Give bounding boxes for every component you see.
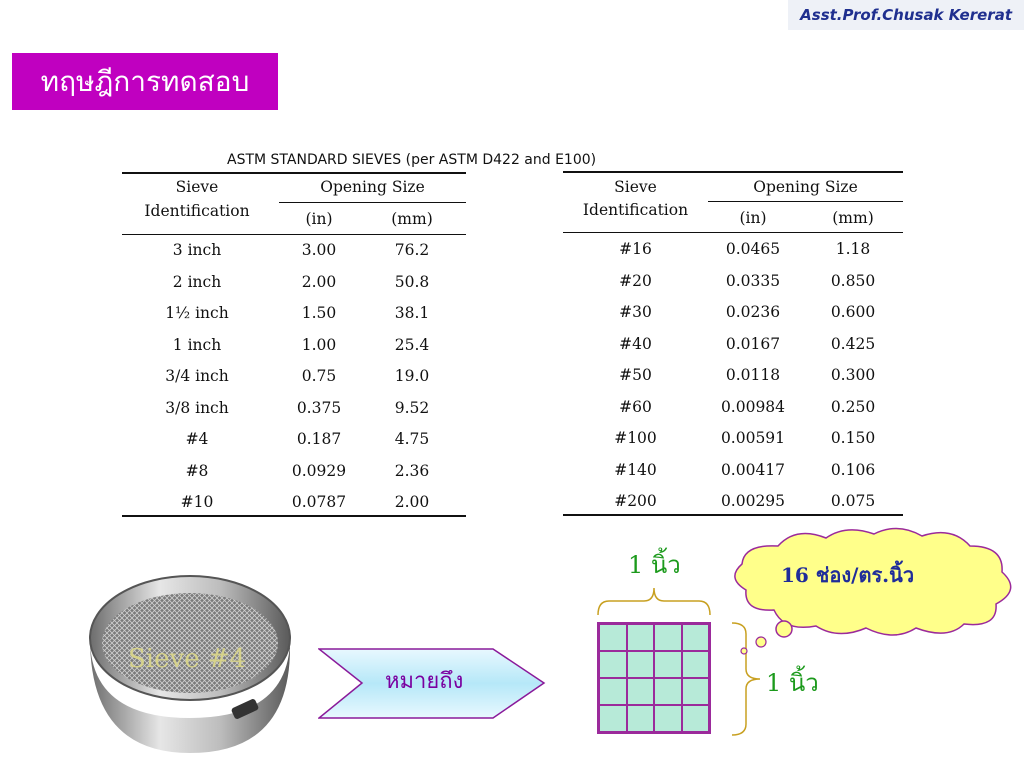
table-cell-id: #4	[185, 430, 209, 448]
table-cell-in: 0.0465	[725, 240, 781, 258]
table-cell-in: 0.187	[296, 430, 342, 448]
table-cell-id: 3 inch	[172, 241, 222, 259]
grid-cell	[654, 651, 682, 678]
table-cell-mm: 2.00	[394, 493, 430, 511]
header-bottom-rule	[563, 232, 903, 233]
table-cell-mm: 50.8	[394, 272, 430, 291]
table-cell-in: 0.00295	[720, 492, 786, 510]
table-cell-id: #200	[614, 492, 657, 510]
grid-cell	[682, 678, 710, 705]
opening-size-rule	[708, 201, 903, 202]
header-in: (in)	[305, 210, 333, 228]
table-cell-mm: 38.1	[394, 304, 430, 322]
table-cell-in: 0.0787	[291, 493, 347, 511]
table-cell-in: 0.0118	[725, 366, 781, 384]
table-title: ASTM STANDARD SIEVES (per ASTM D422 and E100)	[227, 152, 597, 168]
grid-cell	[599, 624, 627, 651]
table-cell-id: 1½ inch	[165, 304, 229, 322]
header-identification: Identification	[144, 202, 250, 220]
table-cell-mm: 0.425	[830, 334, 876, 353]
table-cell-id: #40	[619, 334, 652, 353]
table-cell-mm: 2.36	[394, 461, 430, 480]
header-sieve: Sieve	[175, 178, 219, 196]
table-cell-in: 0.0929	[291, 461, 347, 480]
opening-size-rule	[279, 202, 466, 203]
grid-cell	[599, 705, 627, 732]
table-cell-in: 0.00591	[720, 429, 786, 447]
table-top-rule	[122, 172, 466, 174]
table-cell-mm: 0.300	[830, 366, 876, 384]
table-cell-id: #16	[619, 240, 652, 258]
table-cell-mm: 0.600	[830, 303, 876, 321]
grid-cell	[627, 705, 655, 732]
table-cell-id: 1 inch	[172, 335, 222, 354]
header-mm: (mm)	[391, 210, 433, 228]
table-cell-mm: 76.2	[394, 241, 430, 259]
header-identification: Identification	[582, 201, 689, 219]
table-cell-id: #20	[619, 271, 652, 290]
table-cell-in: 0.00417	[720, 460, 786, 479]
header-in: (in)	[739, 209, 767, 227]
table-cell-in: 0.0236	[725, 303, 781, 321]
table-cell-mm: 0.075	[830, 492, 876, 510]
grid-cell	[627, 678, 655, 705]
inch-right-label: 1 นิ้ว	[766, 669, 819, 697]
top-brace	[597, 585, 712, 617]
grid-cell	[599, 678, 627, 705]
table-cell-id: 3/8 inch	[165, 398, 229, 417]
header-sieve: Sieve	[614, 178, 657, 196]
slide-title: ทฤษฎีการทดสอบ	[12, 53, 278, 110]
table-cell-mm: 0.106	[830, 460, 876, 479]
table-cell-mm: 0.850	[830, 271, 876, 290]
table-cell-id: 3/4 inch	[165, 367, 229, 385]
table-cell-in: 3.00	[301, 241, 337, 259]
table-cell-in: 0.75	[301, 367, 337, 385]
thought-bubble-dots	[735, 635, 775, 659]
cloud-text: 16 ช่อง/ตร.นิ้ว	[781, 563, 915, 587]
table-cell-mm: 0.150	[830, 429, 876, 447]
table-cell-mm: 4.75	[394, 430, 430, 448]
table-cell-in: 0.00984	[720, 397, 786, 416]
grid-cell	[627, 624, 655, 651]
table-bottom-rule	[122, 515, 466, 517]
table-cell-mm: 1.18	[835, 240, 871, 258]
table-cell-id: #60	[619, 397, 652, 416]
inch-top-label: 1 นิ้ว	[628, 551, 681, 579]
mesh-grid	[597, 622, 711, 734]
table-cell-id: #30	[619, 303, 652, 321]
table-cell-mm: 0.250	[830, 397, 876, 416]
table-cell-mm: 9.52	[394, 398, 430, 417]
table-cell-id: #140	[614, 460, 657, 479]
grid-cell	[682, 705, 710, 732]
table-cell-mm: 19.0	[394, 367, 430, 385]
header-opening-size: Opening Size	[320, 178, 425, 196]
table-cell-in: 0.0167	[725, 334, 781, 353]
grid-cell	[654, 624, 682, 651]
table-cell-id: 2 inch	[172, 272, 222, 291]
table-cell-mm: 25.4	[394, 335, 430, 354]
table-cell-id: #100	[614, 429, 657, 447]
sieve-table-left	[122, 170, 466, 520]
grid-cell	[682, 624, 710, 651]
table-cell-in: 0.0335	[725, 271, 781, 290]
sieve-label: Sieve #4	[128, 644, 247, 674]
arrow-label: หมายถึง	[385, 669, 464, 694]
table-cell-in: 2.00	[301, 272, 337, 291]
grid-cell	[654, 705, 682, 732]
header-bottom-rule	[122, 234, 466, 235]
table-cell-id: #10	[180, 493, 214, 511]
grid-cell	[599, 651, 627, 678]
table-cell-id: #8	[185, 461, 209, 480]
author-label: Asst.Prof.Chusak Kererat	[788, 0, 1024, 30]
grid-cell	[654, 678, 682, 705]
sieve-table-right	[563, 170, 903, 520]
table-top-rule	[563, 171, 903, 173]
grid-cell	[682, 651, 710, 678]
header-mm: (mm)	[832, 209, 874, 227]
table-cell-in: 1.00	[301, 335, 337, 354]
table-cell-id: #50	[619, 366, 652, 384]
table-cell-in: 1.50	[301, 304, 337, 322]
table-cell-in: 0.375	[296, 398, 342, 417]
grid-cell	[627, 651, 655, 678]
table-bottom-rule	[563, 514, 903, 516]
header-opening-size: Opening Size	[753, 178, 858, 196]
